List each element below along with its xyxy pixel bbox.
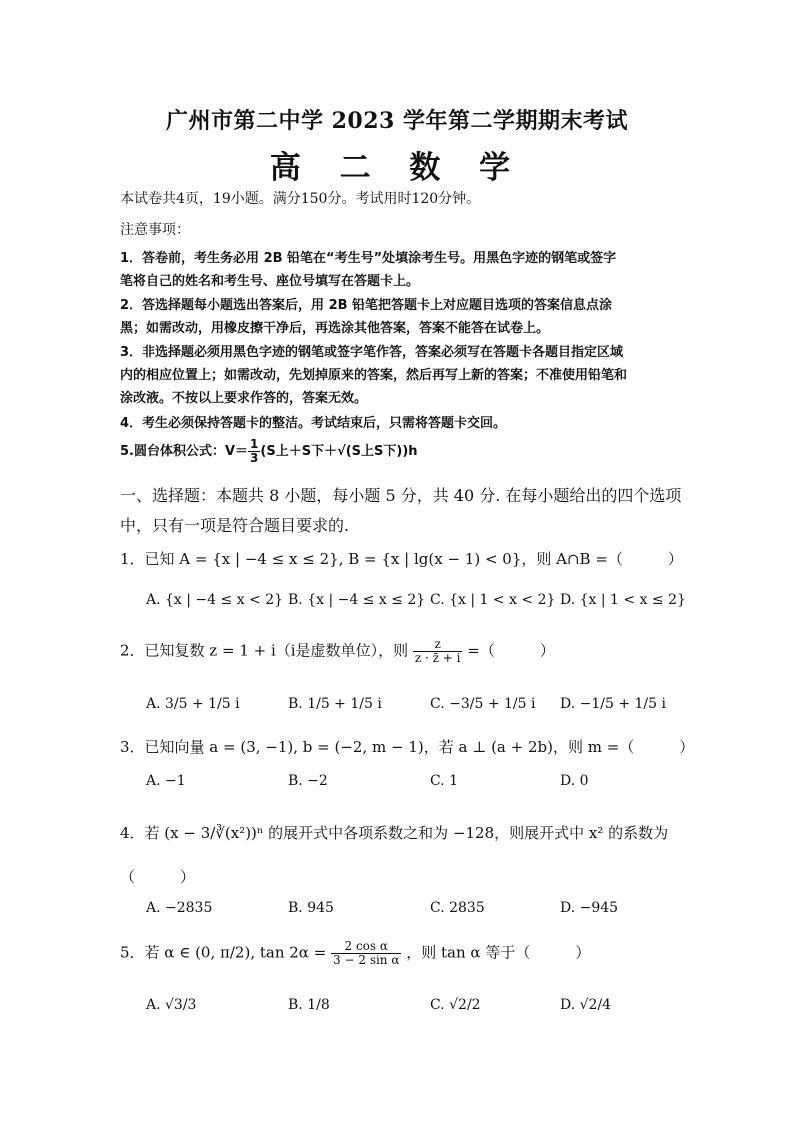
question-1-stem: 1．已知 A = {x | −4 ≤ x ≤ 2}, B = {x | lg(x − 1) < 0}，则 A∩B =（ ） — [120, 550, 683, 568]
option-a[interactable]: A. −1 — [146, 773, 186, 789]
notice-line: 黑；如需改动，用橡皮擦干净后，再选涂其他答案，答案不能答在试卷上。 — [120, 321, 550, 336]
question-3-stem: 3．已知向量 a = (3, −1), b = (−2, m − 1)，若 a ⊥ (a + 2b)，则 m =（ ） — [120, 738, 695, 756]
option-d[interactable]: D. −1/5 + 1/5 i — [560, 696, 666, 712]
section-heading: 一、选择题：本题共 8 小题，每小题 5 分，共 40 分. 在每小题给出的四个选项 — [120, 486, 682, 505]
question-2-stem — [120, 638, 680, 665]
notice-line: 涂改液。不按以上要求作答的，答案无效。 — [120, 391, 368, 406]
frustum-formula — [120, 438, 680, 465]
option-a[interactable]: A. {x | −4 ≤ x < 2} — [146, 592, 284, 608]
fraction-denominator: 3 − 2 sin α — [333, 953, 400, 967]
option-b[interactable]: B. {x | −4 ≤ x ≤ 2} — [288, 592, 426, 608]
formula-fraction — [248, 438, 260, 465]
section-heading-cont: 中，只有一项是符合题目要求的. — [120, 516, 350, 535]
option-d[interactable]: D. 0 — [560, 773, 589, 789]
option-d[interactable]: D. {x | 1 < x ≤ 2} — [560, 592, 686, 608]
option-a[interactable]: A. √3/3 — [146, 997, 197, 1013]
notice-line: 笔将自己的姓名和考生号、座位号填写在答题卡上。 — [120, 274, 420, 289]
question-4-stem: 4．若 (x − 3/∛(x²))ⁿ 的展开式中各项系数之和为 −128，则展开式中 x² 的系数为 — [120, 824, 669, 842]
question-stem-text: =（ ） — [467, 641, 555, 660]
question-fraction — [413, 638, 463, 665]
option-d[interactable]: D. −945 — [560, 900, 619, 916]
option-c[interactable]: C. −3/5 + 1/5 i — [430, 696, 536, 712]
option-b[interactable]: B. −2 — [288, 773, 328, 789]
option-a[interactable]: A. 3/5 + 1/5 i — [146, 696, 240, 712]
option-b[interactable]: B. 945 — [288, 900, 334, 916]
fraction-denominator: z · z̄ + i — [414, 651, 461, 665]
formula-label: 5.圆台体积公式： — [120, 444, 225, 459]
question-fraction — [331, 940, 401, 967]
subject-title: 高 二 数 学 — [269, 150, 525, 186]
question-5-stem — [120, 940, 680, 967]
option-c[interactable]: C. 2835 — [430, 900, 485, 916]
notice-line: 1．答卷前，考生务必用 2B 铅笔在“考生号”处填涂考生号。用黑色字迹的钢笔或签字 — [120, 251, 617, 266]
exam-title: 广州市第二中学 2023 学年第二学期期末考试 — [165, 108, 629, 134]
option-c[interactable]: C. {x | 1 < x < 2} — [430, 592, 556, 608]
formula-lhs: V＝ — [224, 444, 249, 459]
notice-line: 2．答选择题每小题选出答案后，用 2B 铅笔把答题卡上对应题目选项的答案信息点涂 — [120, 298, 613, 313]
fraction-numerator: z — [413, 638, 463, 652]
notice-line: 4．考生必须保持答题卡的整洁。考试结束后，只需将答题卡交回。 — [120, 416, 507, 431]
formula-rest: (S上＋S下＋√(S上S下))h — [260, 444, 418, 459]
fraction-denominator: 3 — [250, 451, 259, 465]
option-a[interactable]: A. −2835 — [146, 900, 213, 916]
fraction-numerator: 2 cos α — [331, 940, 401, 954]
option-d[interactable]: D. √2/4 — [560, 997, 612, 1013]
notice-heading: 注意事项： — [120, 222, 190, 238]
option-c[interactable]: C. √2/2 — [430, 997, 481, 1013]
question-stem-text: ，则 tan α 等于（ ） — [406, 943, 591, 962]
question-stem-text: 5．若 α ∈ (0, π/2), tan 2α = — [120, 943, 327, 962]
option-c[interactable]: C. 1 — [430, 773, 459, 789]
option-b[interactable]: B. 1/8 — [288, 997, 330, 1013]
notice-line: 3．非选择题必须用黑色字迹的钢笔或签字笔作答，答案必须写在答题卡各题目指定区域 — [120, 345, 624, 360]
option-b[interactable]: B. 1/5 + 1/5 i — [288, 696, 382, 712]
fraction-numerator: 1 — [250, 437, 259, 451]
exam-intro: 本试卷共4页，19小题。满分150分。考试用时120分钟。 — [120, 191, 481, 207]
question-4-answer-blank: （ ） — [120, 868, 196, 886]
question-stem-text: 2．已知复数 z = 1 + i（i是虚数单位），则 — [120, 641, 409, 660]
notice-line: 内的相应位置上；如需改动，先划掉原来的答案，然后再写上新的答案；不准使用铅笔和 — [120, 368, 628, 383]
